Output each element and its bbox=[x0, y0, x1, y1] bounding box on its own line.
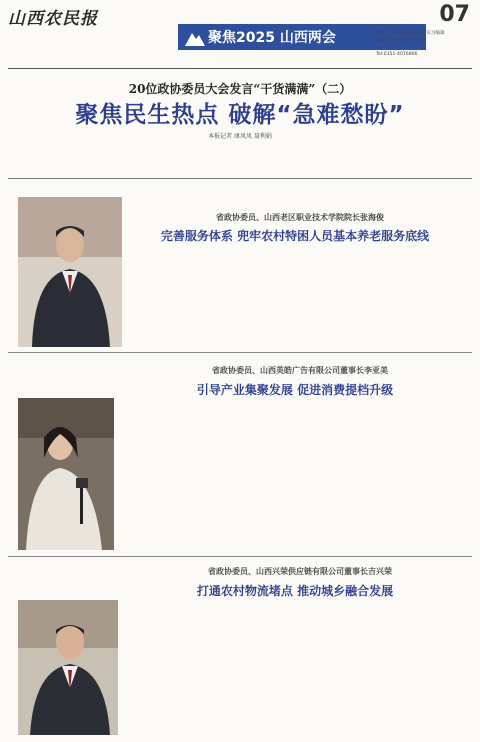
section-2-body-placeholder bbox=[122, 398, 470, 550]
section-1-title: 完善服务体系 兜牢农村特困人员基本养老服务底线 bbox=[160, 229, 430, 243]
header-rule bbox=[8, 68, 472, 69]
section-3-body-placeholder bbox=[126, 600, 470, 735]
section-1-photo bbox=[18, 197, 122, 347]
section-3-photo bbox=[18, 600, 118, 735]
article-kicker: 20位政协委员大会发言“干货满满”（二） bbox=[128, 82, 352, 96]
section-1-body-placeholder bbox=[130, 244, 470, 340]
section-3-title: 打通农村物流堵点 推动城乡融合发展 bbox=[196, 584, 394, 598]
page-number: 07 bbox=[439, 2, 470, 27]
section-1-subtitle: 省政协委员、山西老区职业技术学院院长张海俊 bbox=[216, 212, 384, 222]
edition-tel: Tel:0351-4076866 bbox=[376, 52, 418, 57]
section-2-title: 引导产业集聚发展 促进消费提档升级 bbox=[196, 383, 394, 397]
lead-rule bbox=[8, 178, 472, 179]
section-2-photo bbox=[18, 398, 114, 550]
article-headline: 聚焦民生热点 破解“急难愁盼” bbox=[75, 102, 405, 128]
banner-title: 聚焦2025 山西两会 bbox=[208, 30, 336, 46]
section-1-rule bbox=[8, 352, 472, 353]
section-2-rule bbox=[8, 556, 472, 557]
meta-editors: 编辑：王婷 杨舒 刘晓宇 实习编辑 bbox=[376, 31, 445, 36]
meta-date: 2025年1月23日 星期四 bbox=[376, 37, 426, 43]
edition-meta bbox=[376, 31, 445, 44]
masthead bbox=[0, 0, 480, 78]
article-byline: 本报记者 康凤凤 聂利娟 bbox=[208, 133, 272, 140]
mountain-icon bbox=[184, 26, 206, 48]
section-3-subtitle: 省政协委员、山西兴荣供应链有限公司董事长吉兴荣 bbox=[208, 566, 392, 576]
newspaper-logo: 山西农民报 bbox=[8, 9, 98, 29]
section-2-subtitle: 省政协委员、山西英皓广告有限公司董事长李亚美 bbox=[212, 365, 388, 375]
